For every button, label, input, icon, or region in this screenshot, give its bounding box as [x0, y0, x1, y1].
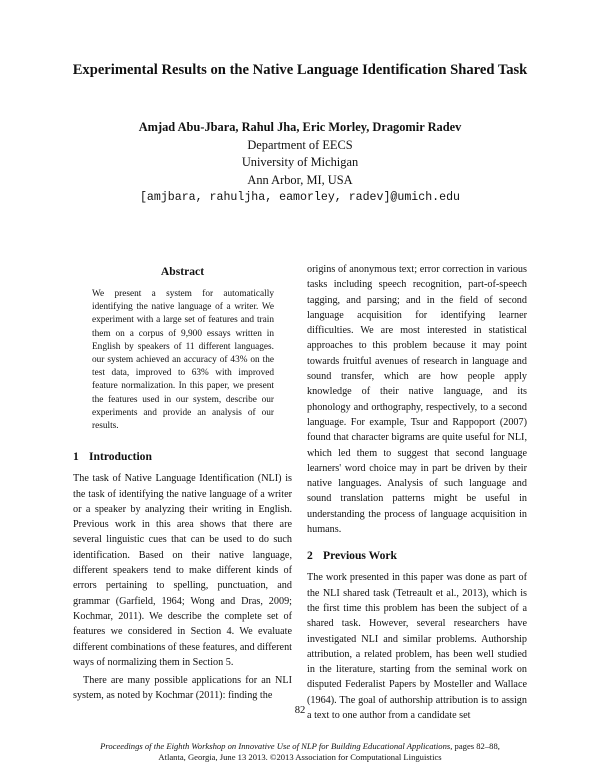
- paper-title: Experimental Results on the Native Language Identification Shared Task: [72, 62, 528, 78]
- section-previous-work-heading: [307, 549, 527, 562]
- abstract-heading: Abstract: [160, 265, 205, 278]
- previous-work-paragraph-1: The work presented in this paper was done as part of the NLI shared task (Tetreault et al., 2013), which is the first time this problem has been the subject of a shared task. However, several researchers have investigated NLI and similar problems. Authorship attribution, a related problem, has been well studied in the literature, starting from the seminal work on disputed Federalist Papers by Mosteller and Wallace (1964). The goal of authorship attribution is to assign a text to one author from a candidate set: [307, 572, 527, 722]
- intro-paragraph-1: The task of Native Language Identification (NLI) is the task of identifying the native language of a writer or a speaker by analyzing their writing in English. Previous work in this area shows that there are several linguistic cues that can be used to do such identification. Based on their native language, different speakers tend to make different kinds of errors pertaining to spelling, punctuation, and grammar (Garfield, 1964; Wong and Dras, 2009; Kochmar, 2011). We describe the complete set of features we considered in Section 4. We evaluate different combinations of these features, and different ways of normalizing them in Section 5.: [73, 473, 292, 668]
- section-number: 1: [73, 450, 79, 464]
- section-heading-text: Introduction: [89, 450, 152, 464]
- footer-location-copyright: Atlanta, Georgia, June 13 2013. ©2013 Association for Computational Linguistics: [158, 752, 442, 762]
- footer-pages: , pages 82–88,: [450, 741, 500, 751]
- right-column: [307, 262, 527, 723]
- author-department: Department of EECS: [247, 137, 353, 152]
- author-university: University of Michigan: [241, 155, 359, 169]
- author-block: [100, 119, 500, 207]
- abstract-text: We present a system for automatically identifying the native language of a writer. We experiment with a large set of features and train them on a corpus of 9,900 essays written in English by speakers of 11 different languages. our system achieved an accuracy of 43% on the test data, improved to 63% with improved feature normalization. In this paper, we present the features used in our system, describe our experiments and provide an analysis of our results.: [92, 289, 274, 432]
- intro-paragraph-2: There are many possible applications for an NLI system, as noted by Kochmar (2011): finding the: [73, 675, 292, 702]
- proceedings-footer: [60, 741, 540, 763]
- page-number: 82: [294, 705, 306, 716]
- footer-proceedings-title: Proceedings of the Eighth Workshop on Innovative Use of NLP for Building Educational Applications: [100, 741, 451, 751]
- section-introduction-heading: [73, 450, 292, 463]
- intro-continuation: origins of anonymous text; error correction in various tasks including speech recognition, part-of-speech tagging, and parsing; and in the field of second language acquisition for identifying learner difficulties. We are most interested in statistical approaches to this problem because it may point towards fruitful avenues of research in language and sound transfer, which are how people apply knowledge of their native language, and its phonology and orthography, respectively, to a second language. For example, Tsur and Rappoport (2007) found that character bigrams are quite useful for NLI, which led them to suggest that second language learners' word choice may in part be driven by their native languages. Analysis of such language and sound translation patterns might be useful in understanding the process of language acquisition in humans.: [307, 264, 527, 536]
- left-column: [73, 265, 292, 704]
- author-names: Amjad Abu-Jbara, Rahul Jha, Eric Morley, Dragomir Radev: [138, 120, 462, 134]
- section-number: 2: [307, 549, 313, 563]
- section-heading-text: Previous Work: [323, 549, 397, 563]
- author-email[interactable]: [amjbara, rahuljha, eamorley, radev]@umich.edu: [139, 191, 461, 204]
- author-location: Ann Arbor, MI, USA: [247, 172, 353, 187]
